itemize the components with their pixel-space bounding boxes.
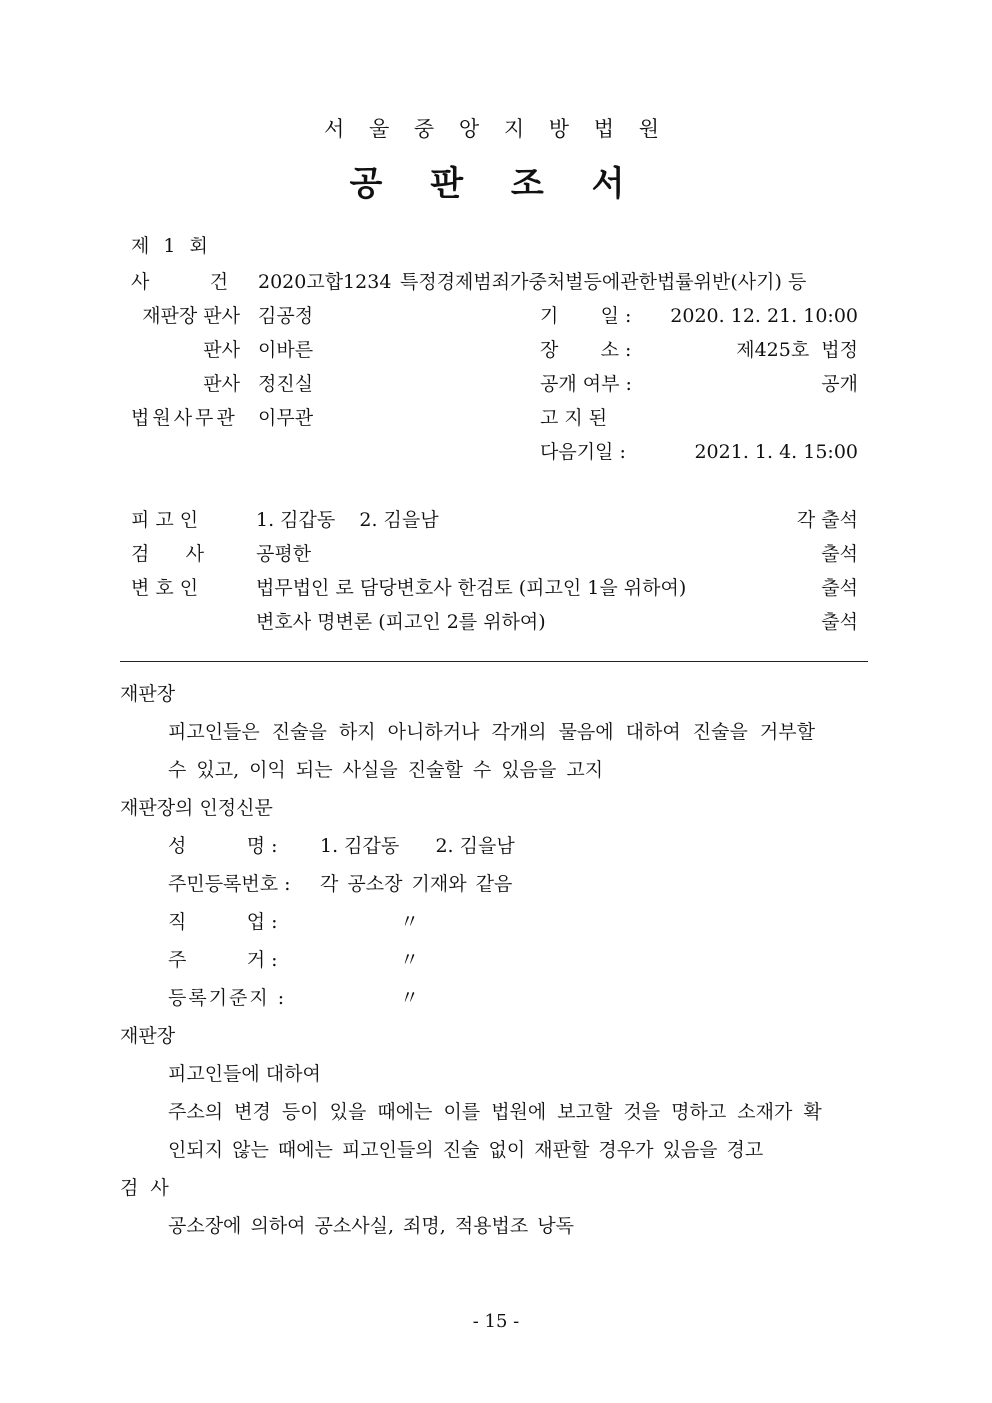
section-heading: 재판장: [120, 1025, 176, 1047]
session-number: 제 1 회: [131, 235, 208, 257]
date-value: 2020. 12. 21. 10:00: [670, 305, 858, 327]
counsel-2: 변호사 명변론 (피고인 2를 위하여): [256, 611, 546, 633]
judge-role: 재판장 판사: [142, 305, 240, 327]
proceeding-line: 피고인들에 대하여: [168, 1063, 321, 1085]
registry-label: 등록기준지 :: [168, 987, 287, 1009]
public-value: 공개: [821, 373, 858, 395]
proceeding-line: 공소장에 의하여 공소사실, 죄명, 적용법조 낭독: [168, 1215, 575, 1237]
judge-name: 김공정: [258, 305, 314, 327]
prosecutor-status: 출석: [821, 543, 858, 565]
counsel-1-status: 출석: [821, 577, 858, 599]
counsel-2-status: 출석: [821, 611, 858, 633]
next-date-label: 다음기일 :: [540, 441, 626, 463]
id-label: 주민등록번호 :: [168, 873, 291, 895]
section-heading: 검 사: [120, 1177, 169, 1199]
section-heading: 재판장: [120, 683, 176, 705]
clerk-name: 이무관: [258, 407, 314, 429]
case-number: 2020고합1234: [258, 271, 392, 293]
address-value: 〃: [400, 949, 420, 971]
section-heading: 재판장의 인정신문: [120, 797, 273, 819]
judge-name: 이바른: [258, 339, 314, 361]
date-label: 기 일 :: [540, 305, 632, 327]
address-label: 주 거 :: [168, 949, 278, 971]
clerk-role: 법원사무관: [131, 407, 238, 429]
judge-role: 판사: [203, 339, 240, 361]
proceeding-line: 수 있고, 이익 되는 사실을 진술할 수 있음을 고지: [168, 759, 604, 781]
counsel-1: 법무법인 로 담당변호사 한검토 (피고인 1을 위하여): [256, 577, 687, 599]
name-value: 1. 김갑동 2. 김을남: [320, 835, 515, 857]
notified-label: 고 지 된: [540, 407, 608, 429]
judge-role: 판사: [203, 373, 240, 395]
place-value: 제425호 법정: [736, 339, 858, 361]
proceeding-line: 주소의 변경 등이 있을 때에는 이를 법원에 보고할 것을 명하고 소재가 확: [168, 1101, 822, 1123]
public-label: 공개 여부 :: [540, 373, 632, 395]
job-value: 〃: [400, 911, 420, 933]
judge-name: 정진실: [258, 373, 314, 395]
court-name: 서 울 중 앙 지 방 법 원: [323, 117, 668, 141]
section-divider: [120, 661, 868, 662]
name-label: 성 명 :: [168, 835, 278, 857]
defendant-names: 1. 김갑동 2. 김을남: [256, 509, 439, 531]
document-title: 공 판 조 서: [349, 164, 643, 204]
registry-value: 〃: [400, 987, 420, 1009]
page-number: - 15 -: [472, 1311, 520, 1332]
proceeding-line: 인되지 않는 때에는 피고인들의 진술 없이 재판할 경우가 있음을 경고: [168, 1139, 764, 1161]
next-date-value: 2021. 1. 4. 15:00: [694, 441, 858, 463]
defendant-label: 피 고 인: [131, 509, 199, 531]
prosecutor-label: 검 사: [131, 543, 204, 565]
job-label: 직 업 :: [168, 911, 278, 933]
proceeding-line: 피고인들은 진술을 하지 아니하거나 각개의 물음에 대하여 진술을 거부할: [168, 721, 815, 743]
place-label: 장 소 :: [540, 339, 632, 361]
id-value: 각 공소장 기재와 같음: [320, 873, 513, 895]
case-label: 사 건: [131, 271, 229, 293]
case-name: 특정경제범죄가중처벌등에관한법률위반(사기) 등: [400, 271, 807, 293]
counsel-label: 변 호 인: [131, 577, 199, 599]
defendant-status: 각 출석: [796, 509, 858, 531]
prosecutor-name: 공평한: [256, 543, 312, 565]
